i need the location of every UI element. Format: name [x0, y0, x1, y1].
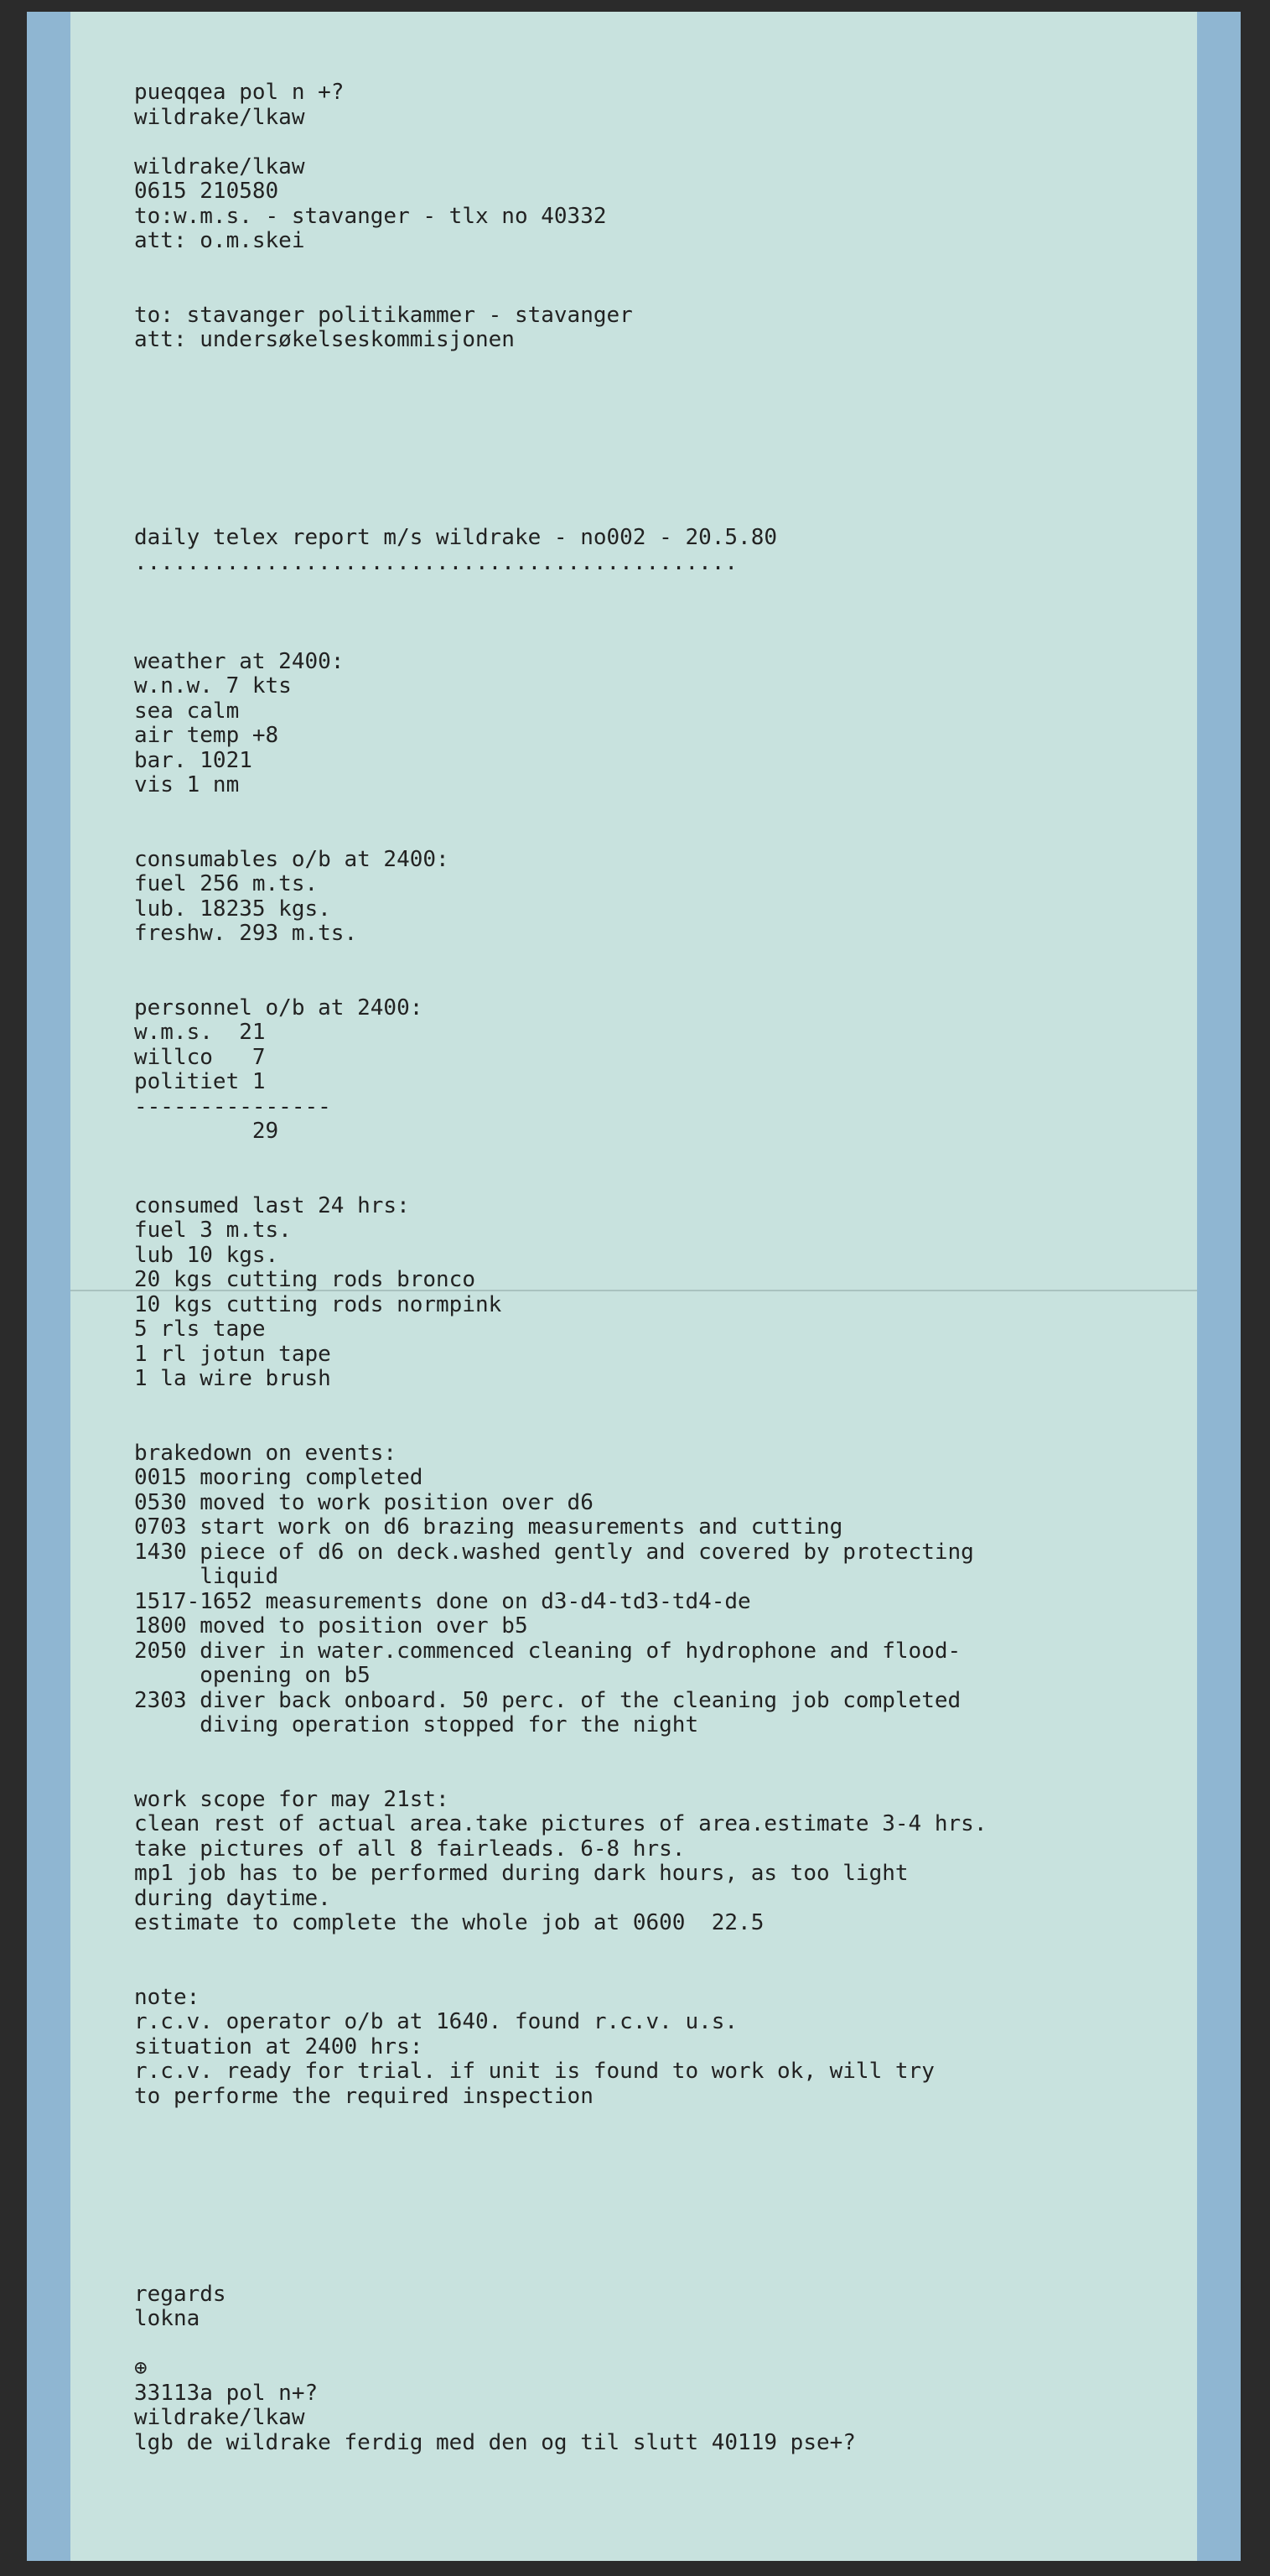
telex-line [134, 2233, 1174, 2258]
left-blue-margin [27, 12, 70, 2561]
telex-line: 1517-1652 measurements done on d3-d4-td3-td4-de [134, 1588, 751, 1614]
telex-line: 5 rls tape [134, 1317, 266, 1342]
telex-line [134, 2109, 1174, 2134]
telex-line [134, 1145, 1174, 1170]
telex-line: 1430 piece of d6 on deck.washed gently and covered by protecting [134, 1539, 974, 1565]
telex-line: politiet 1 [134, 1069, 266, 1094]
telex-line: vis 1 nm [134, 772, 240, 797]
telex-line: 1 rl jotun tape [134, 1341, 331, 1367]
telex-line: weather at 2400: [134, 648, 345, 674]
telex-line: wildrake/lkaw [134, 104, 305, 130]
telex-line [134, 2208, 1174, 2233]
telex-line: wildrake/lkaw [134, 153, 305, 179]
telex-line: freshw. 293 m.ts. [134, 921, 358, 946]
telex-line: consumables o/b at 2400: [134, 846, 449, 872]
telex-line: estimate to complete the whole job at 0600 22.5 [134, 1910, 765, 1935]
telex-line: w.m.s. 21 [134, 1020, 266, 1045]
telex-line: personnel o/b at 2400: [134, 995, 423, 1021]
telex-line: consumed last 24 hrs: [134, 1192, 410, 1218]
telex-line [134, 353, 1174, 378]
telex-line: liquid [134, 1564, 279, 1589]
telex-line [134, 130, 1174, 155]
telex-line: 0703 start work on d6 brazing measurements and cutting [134, 1514, 843, 1540]
telex-line: 29 [134, 1119, 279, 1144]
telex-line [134, 1169, 1174, 1194]
telex-line: brakedown on events: [134, 1440, 397, 1466]
telex-line: clean rest of actual area.take pictures of area.estimate 3-4 hrs. [134, 1811, 987, 1836]
telex-line: 0015 mooring completed [134, 1465, 423, 1490]
telex-line [134, 377, 1174, 402]
telex-line: work scope for may 21st: [134, 1786, 449, 1812]
telex-line [134, 2134, 1174, 2159]
right-blue-margin [1197, 12, 1241, 2561]
telex-line: bar. 1021 [134, 747, 252, 773]
telex-line [134, 427, 1174, 452]
telex-line: 33113a pol n+? [134, 2380, 319, 2406]
telex-line [134, 798, 1174, 823]
telex-line [134, 2257, 1174, 2283]
telex-line [134, 1392, 1174, 1417]
telex-line: r.c.v. operator o/b at 1640. found r.c.v. u.s. [134, 2009, 739, 2034]
telex-line [134, 575, 1174, 600]
telex-line: 0615 210580 [134, 179, 279, 204]
telex-line: note: [134, 1984, 200, 2010]
telex-line: fuel 3 m.ts. [134, 1218, 292, 1243]
telex-line: lgb de wildrake ferdig med den og til slutt 40119 pse+? [134, 2429, 856, 2455]
telex-line: lub. 18235 kgs. [134, 896, 331, 922]
telex-line [134, 1763, 1174, 1788]
telex-line [134, 476, 1174, 501]
telex-line [134, 625, 1174, 650]
telex-line [134, 947, 1174, 972]
telex-line: r.c.v. ready for trial. if unit is found to work ok, will try [134, 2059, 935, 2084]
telex-line: att: o.m.skei [134, 228, 305, 253]
telex-line: wildrake/lkaw [134, 2405, 305, 2430]
telex-line: 1 la wire brush [134, 1366, 331, 1391]
telex-line: 20 kgs cutting rods bronco [134, 1267, 475, 1292]
telex-line: 10 kgs cutting rods normpink [134, 1291, 502, 1317]
telex-line: willco 7 [134, 1044, 266, 1070]
telex-line: 2050 diver in water.commenced cleaning of hydrophone and flood- [134, 1638, 962, 1664]
telex-line: lub 10 kgs. [134, 1242, 279, 1268]
telex-line [134, 402, 1174, 428]
telex-body [134, 80, 1174, 2455]
telex-line [134, 278, 1174, 304]
telex-line [134, 971, 1174, 996]
telex-line [134, 254, 1174, 279]
telex-line [134, 1961, 1174, 1986]
telex-line [134, 2184, 1174, 2209]
telex-line: att: undersøkelseskommisjonen [134, 327, 515, 352]
telex-line: 2303 diver back onboard. 50 perc. of the cleaning job completed [134, 1687, 962, 1713]
telex-line: to:w.m.s. - stavanger - tlx no 40332 [134, 203, 607, 229]
telex-line: .............................................. [134, 549, 739, 575]
telex-line [134, 2332, 1174, 2357]
telex-line: ⊕ [134, 2355, 148, 2381]
telex-line: air temp +8 [134, 723, 279, 748]
telex-line: regards [134, 2281, 226, 2307]
telex-line [134, 501, 1174, 527]
telex-line [134, 1416, 1174, 1441]
telex-line: to performe the required inspection [134, 2083, 594, 2109]
telex-line: take pictures of all 8 fairleads. 6-8 hrs. [134, 1836, 686, 1862]
telex-line: w.n.w. 7 kts [134, 673, 292, 699]
telex-line: 1800 moved to position over b5 [134, 1613, 528, 1639]
telex-line: sea calm [134, 698, 240, 724]
telex-line [134, 1936, 1174, 1961]
telex-line: pueqqea pol n +? [134, 80, 345, 105]
telex-line: lokna [134, 2306, 200, 2331]
telex-line: daily telex report m/s wildrake - no002 - 20.5.80 [134, 525, 778, 550]
telex-line: --------------- [134, 1093, 331, 1119]
telex-line [134, 1738, 1174, 1763]
telex-line [134, 452, 1174, 477]
telex-line: to: stavanger politikammer - stavanger [134, 302, 633, 328]
telex-line [134, 823, 1174, 848]
telex-line: during daytime. [134, 1885, 331, 1911]
telex-line [134, 2158, 1174, 2184]
telex-line: mp1 job has to be performed during dark hours, as too light [134, 1861, 909, 1886]
telex-line [134, 600, 1174, 626]
telex-line: 0530 moved to work position over d6 [134, 1489, 594, 1515]
telex-line: situation at 2400 hrs: [134, 2033, 423, 2059]
telex-line: opening on b5 [134, 1663, 371, 1688]
telex-line: diving operation stopped for the night [134, 1712, 699, 1737]
telex-line: fuel 256 m.ts. [134, 871, 319, 896]
